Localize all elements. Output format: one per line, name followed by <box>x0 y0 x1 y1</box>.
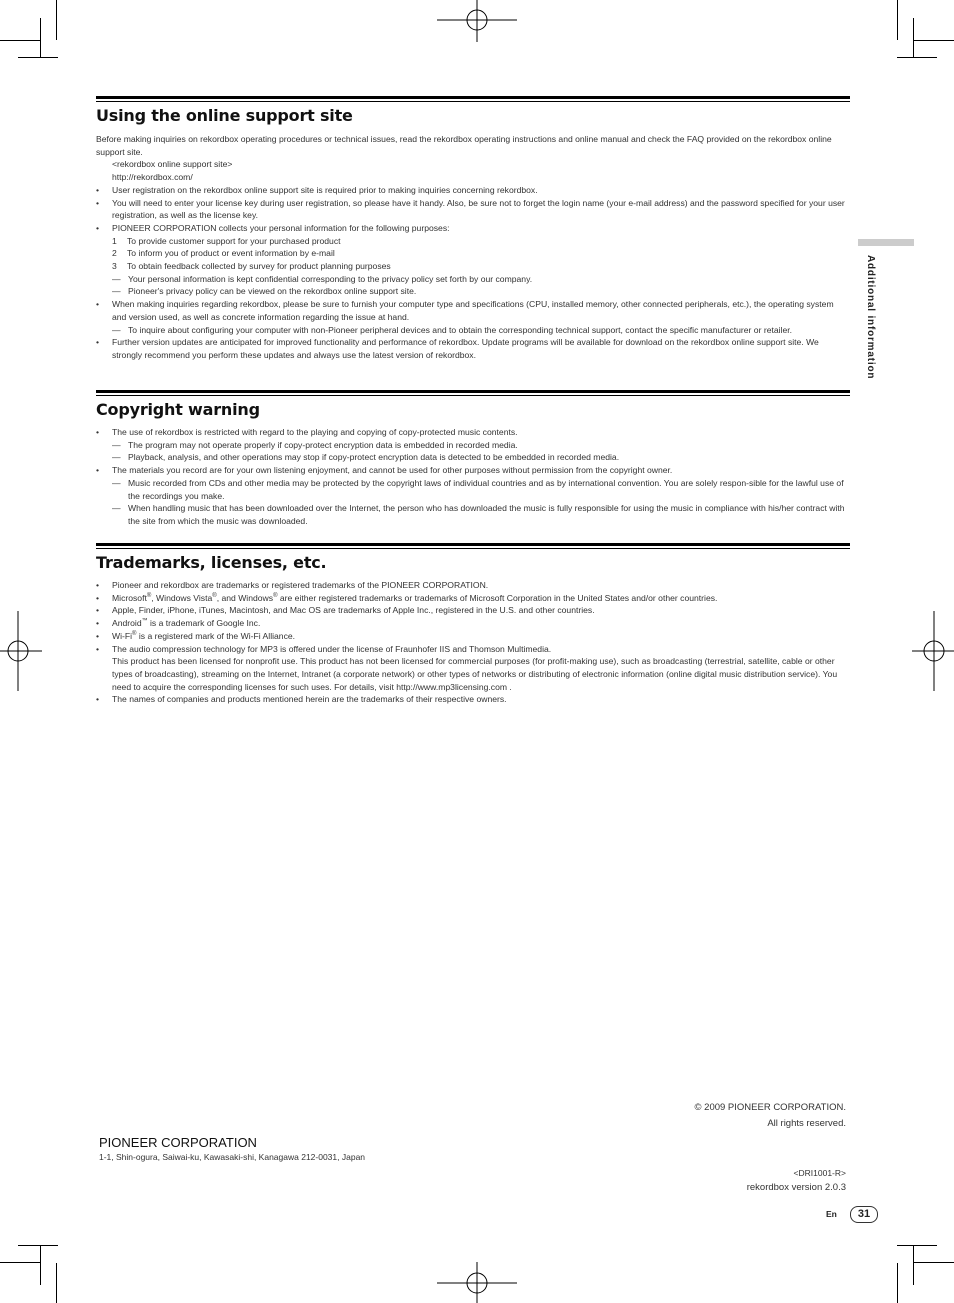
dash-marker: — <box>112 273 121 284</box>
list-item: • PIONEER CORPORATION collects your personal information for the following purposes: <box>96 222 850 235</box>
trademark-mark: ™ <box>141 618 148 625</box>
item-text: To provide customer support for your purchased product <box>127 235 341 246</box>
crop-mark <box>913 1245 914 1285</box>
section-rule <box>96 543 850 546</box>
registered-mark: ® <box>146 592 152 599</box>
registered-mark: ® <box>212 592 217 599</box>
item-text: To inquire about configuring your computer with non-Pioneer peripheral devices and to obtain the corresponding technical support, contact the specific manufacturer or retailer. <box>128 324 793 335</box>
side-label: Additional information <box>865 255 876 380</box>
trademark-name: Android <box>112 618 142 629</box>
list-item: • The names of companies and products mentioned herein are the trademarks of their respective owners. <box>96 693 850 706</box>
registration-mark-top <box>437 0 517 42</box>
trademark-name: Microsoft <box>112 592 147 603</box>
paragraph: Before making inquiries on rekordbox operating procedures or technical issues, read the rekordbox operating instructions and online manual and check the FAQ provided on the rekordbox online support site. <box>96 134 832 157</box>
page-number: 31 <box>850 1206 878 1223</box>
crop-mark <box>897 1245 937 1246</box>
crop-mark <box>0 40 40 41</box>
list-item <box>96 592 850 605</box>
crop-mark <box>914 1262 954 1263</box>
crop-mark <box>914 40 954 41</box>
registered-mark: ® <box>273 592 278 599</box>
rights-notice: All rights reserved. <box>767 1118 846 1129</box>
document-code: <DRI1001-R> <box>793 1168 846 1178</box>
list-item <box>96 630 850 643</box>
section-rule <box>96 101 850 102</box>
item-number: 3 <box>112 261 117 272</box>
numbered-item <box>96 247 850 260</box>
crop-mark <box>56 1263 57 1303</box>
item-text: Playback, analysis, and other operations may stop if copy-protect encryption data is detected to be embedded in recorded media. <box>128 452 620 463</box>
crop-mark <box>897 0 898 40</box>
list-item: • Apple, Finder, iPhone, iTunes, Macintosh, and Mac OS are trademarks of Apple Inc., registered in the U.S. and other countries. <box>96 604 850 617</box>
section-rule <box>96 395 850 396</box>
item-text: The program may not operate properly if copy-protect encryption data is embedded in recorded media. <box>128 439 518 450</box>
side-tab-marker <box>858 239 914 246</box>
trademark-name: , and Windows <box>216 592 274 603</box>
dash-marker: — <box>112 477 121 488</box>
numbered-item <box>96 235 850 248</box>
crop-mark <box>18 1245 58 1246</box>
trademark-name: , Windows Vista <box>151 592 213 603</box>
language-label: En <box>826 1209 837 1219</box>
item-text: To obtain feedback collected by survey for product planning purposes <box>127 261 391 272</box>
item-text: Your personal information is kept confidential corresponding to the privacy policy set forth by our company. <box>128 273 533 284</box>
paragraph: This product has been licensed for nonprofit use. This product has not been licensed for commercial purposes (for profit-making use), such as broadcasting (terrestrial, satellite, cable or other types of broadcasting), streaming on the Internet, Intranet (a corporate network) or other types of networks or distributing of electronic information (online digital music distribution service). You need to acquire the corresponding licenses for such uses. For details, visit http://www.mp3licensing.com . <box>112 656 838 692</box>
dash-item <box>96 285 850 298</box>
section-rule <box>96 390 850 393</box>
crop-mark <box>897 1263 898 1303</box>
list-item: • The use of rekordbox is restricted with regard to the playing and copying of copy-protected music contents. <box>96 426 850 439</box>
list-item: • Further version updates are anticipated for improved functionality and performance of rekordbox. Update programs will be available for download on the rekordbox online support site. We strongly recommend you perform these updates and always use the latest version of rekordbox. <box>96 336 850 361</box>
crop-mark <box>18 57 58 58</box>
dash-item <box>96 451 850 464</box>
section-copyright-body <box>96 426 850 528</box>
item-text: are either registered trademarks or trademarks of Microsoft Corporation in the United States and/or other countries. <box>277 592 718 603</box>
section-title-online-support: Using the online support site <box>96 106 353 125</box>
registered-mark: ® <box>132 630 137 637</box>
list-item: • When making inquiries regarding rekordbox, please be sure to furnish your computer type and specifications (CPU, installed memory, other connected peripherals, etc.), the operating system and version used, as well as concrete information regarding the issue at hand. <box>96 298 850 323</box>
section-title-trademarks: Trademarks, licenses, etc. <box>96 553 327 572</box>
crop-mark <box>40 18 41 58</box>
dash-marker: — <box>112 324 121 335</box>
crop-mark <box>56 0 57 40</box>
crop-mark <box>897 57 937 58</box>
section-online-support-body <box>96 133 850 362</box>
list-item <box>96 617 850 630</box>
registration-mark-right <box>912 611 954 691</box>
site-url-link[interactable]: http://rekordbox.com/ <box>112 172 193 183</box>
dash-item <box>96 324 850 337</box>
dash-item <box>96 477 850 502</box>
crop-mark <box>40 1245 41 1285</box>
dash-item <box>96 439 850 452</box>
dash-item <box>96 273 850 286</box>
copyright-notice: © 2009 PIONEER CORPORATION. <box>694 1102 846 1113</box>
company-address: 1-1, Shin-ogura, Saiwai-ku, Kawasaki-shi, Kanagawa 212-0031, Japan <box>99 1152 366 1162</box>
item-text: Music recorded from CDs and other media may be protected by the copyright laws of individual countries and as by international convention. You are solely respon-sible for the lawful use of the recordings you make. <box>128 477 844 501</box>
dash-marker: — <box>112 286 121 297</box>
software-version: rekordbox version 2.0.3 <box>746 1182 846 1193</box>
dash-item <box>96 502 850 527</box>
site-label: <rekordbox online support site> <box>112 159 233 170</box>
crop-mark <box>913 18 914 58</box>
item-text: To inform you of product or event information by e-mail <box>127 248 335 259</box>
crop-mark <box>0 1262 40 1263</box>
registration-mark-bottom <box>437 1262 517 1303</box>
item-text: is a registered mark of the Wi-Fi Alliance. <box>136 630 296 641</box>
item-text: When handling music that has been downloaded over the Internet, the person who has downloaded the music is fully responsible for using the music in compliance with his/her contract with the site from which the music was downloaded. <box>128 503 845 526</box>
list-item: • The materials you record are for your own listening enjoyment, and cannot be used for other purposes without permission from the copyright owner. <box>96 464 850 477</box>
company-name: PIONEER CORPORATION <box>99 1135 257 1150</box>
registration-mark-left <box>0 611 42 691</box>
dash-marker: — <box>112 439 121 450</box>
item-text: is a trademark of Google Inc. <box>147 618 261 629</box>
list-item: • User registration on the rekordbox online support site is required prior to making inquiries concerning rekordbox. <box>96 184 850 197</box>
dash-marker: — <box>112 503 121 514</box>
section-title-copyright: Copyright warning <box>96 400 260 419</box>
section-trademarks-body <box>96 579 850 706</box>
section-rule <box>96 548 850 549</box>
item-number: 2 <box>112 248 117 259</box>
list-item: • You will need to enter your license key during user registration, so please have it handy. Also, be sure not to forget the login name (your e-mail address) and the password specified for your user registration, as well as the license key. <box>96 197 850 222</box>
item-text: Pioneer's privacy policy can be viewed on the rekordbox online support site. <box>128 286 417 297</box>
item-number: 1 <box>112 235 117 246</box>
list-item: • The audio compression technology for MP3 is offered under the license of Fraunhofer IIS and Thomson Multimedia. <box>96 643 850 656</box>
list-item: • Pioneer and rekordbox are trademarks or registered trademarks of the PIONEER CORPORATION. <box>96 579 850 592</box>
numbered-item <box>96 260 850 273</box>
trademark-name: Wi-Fi <box>112 630 133 641</box>
dash-marker: — <box>112 452 121 463</box>
section-rule <box>96 96 850 99</box>
